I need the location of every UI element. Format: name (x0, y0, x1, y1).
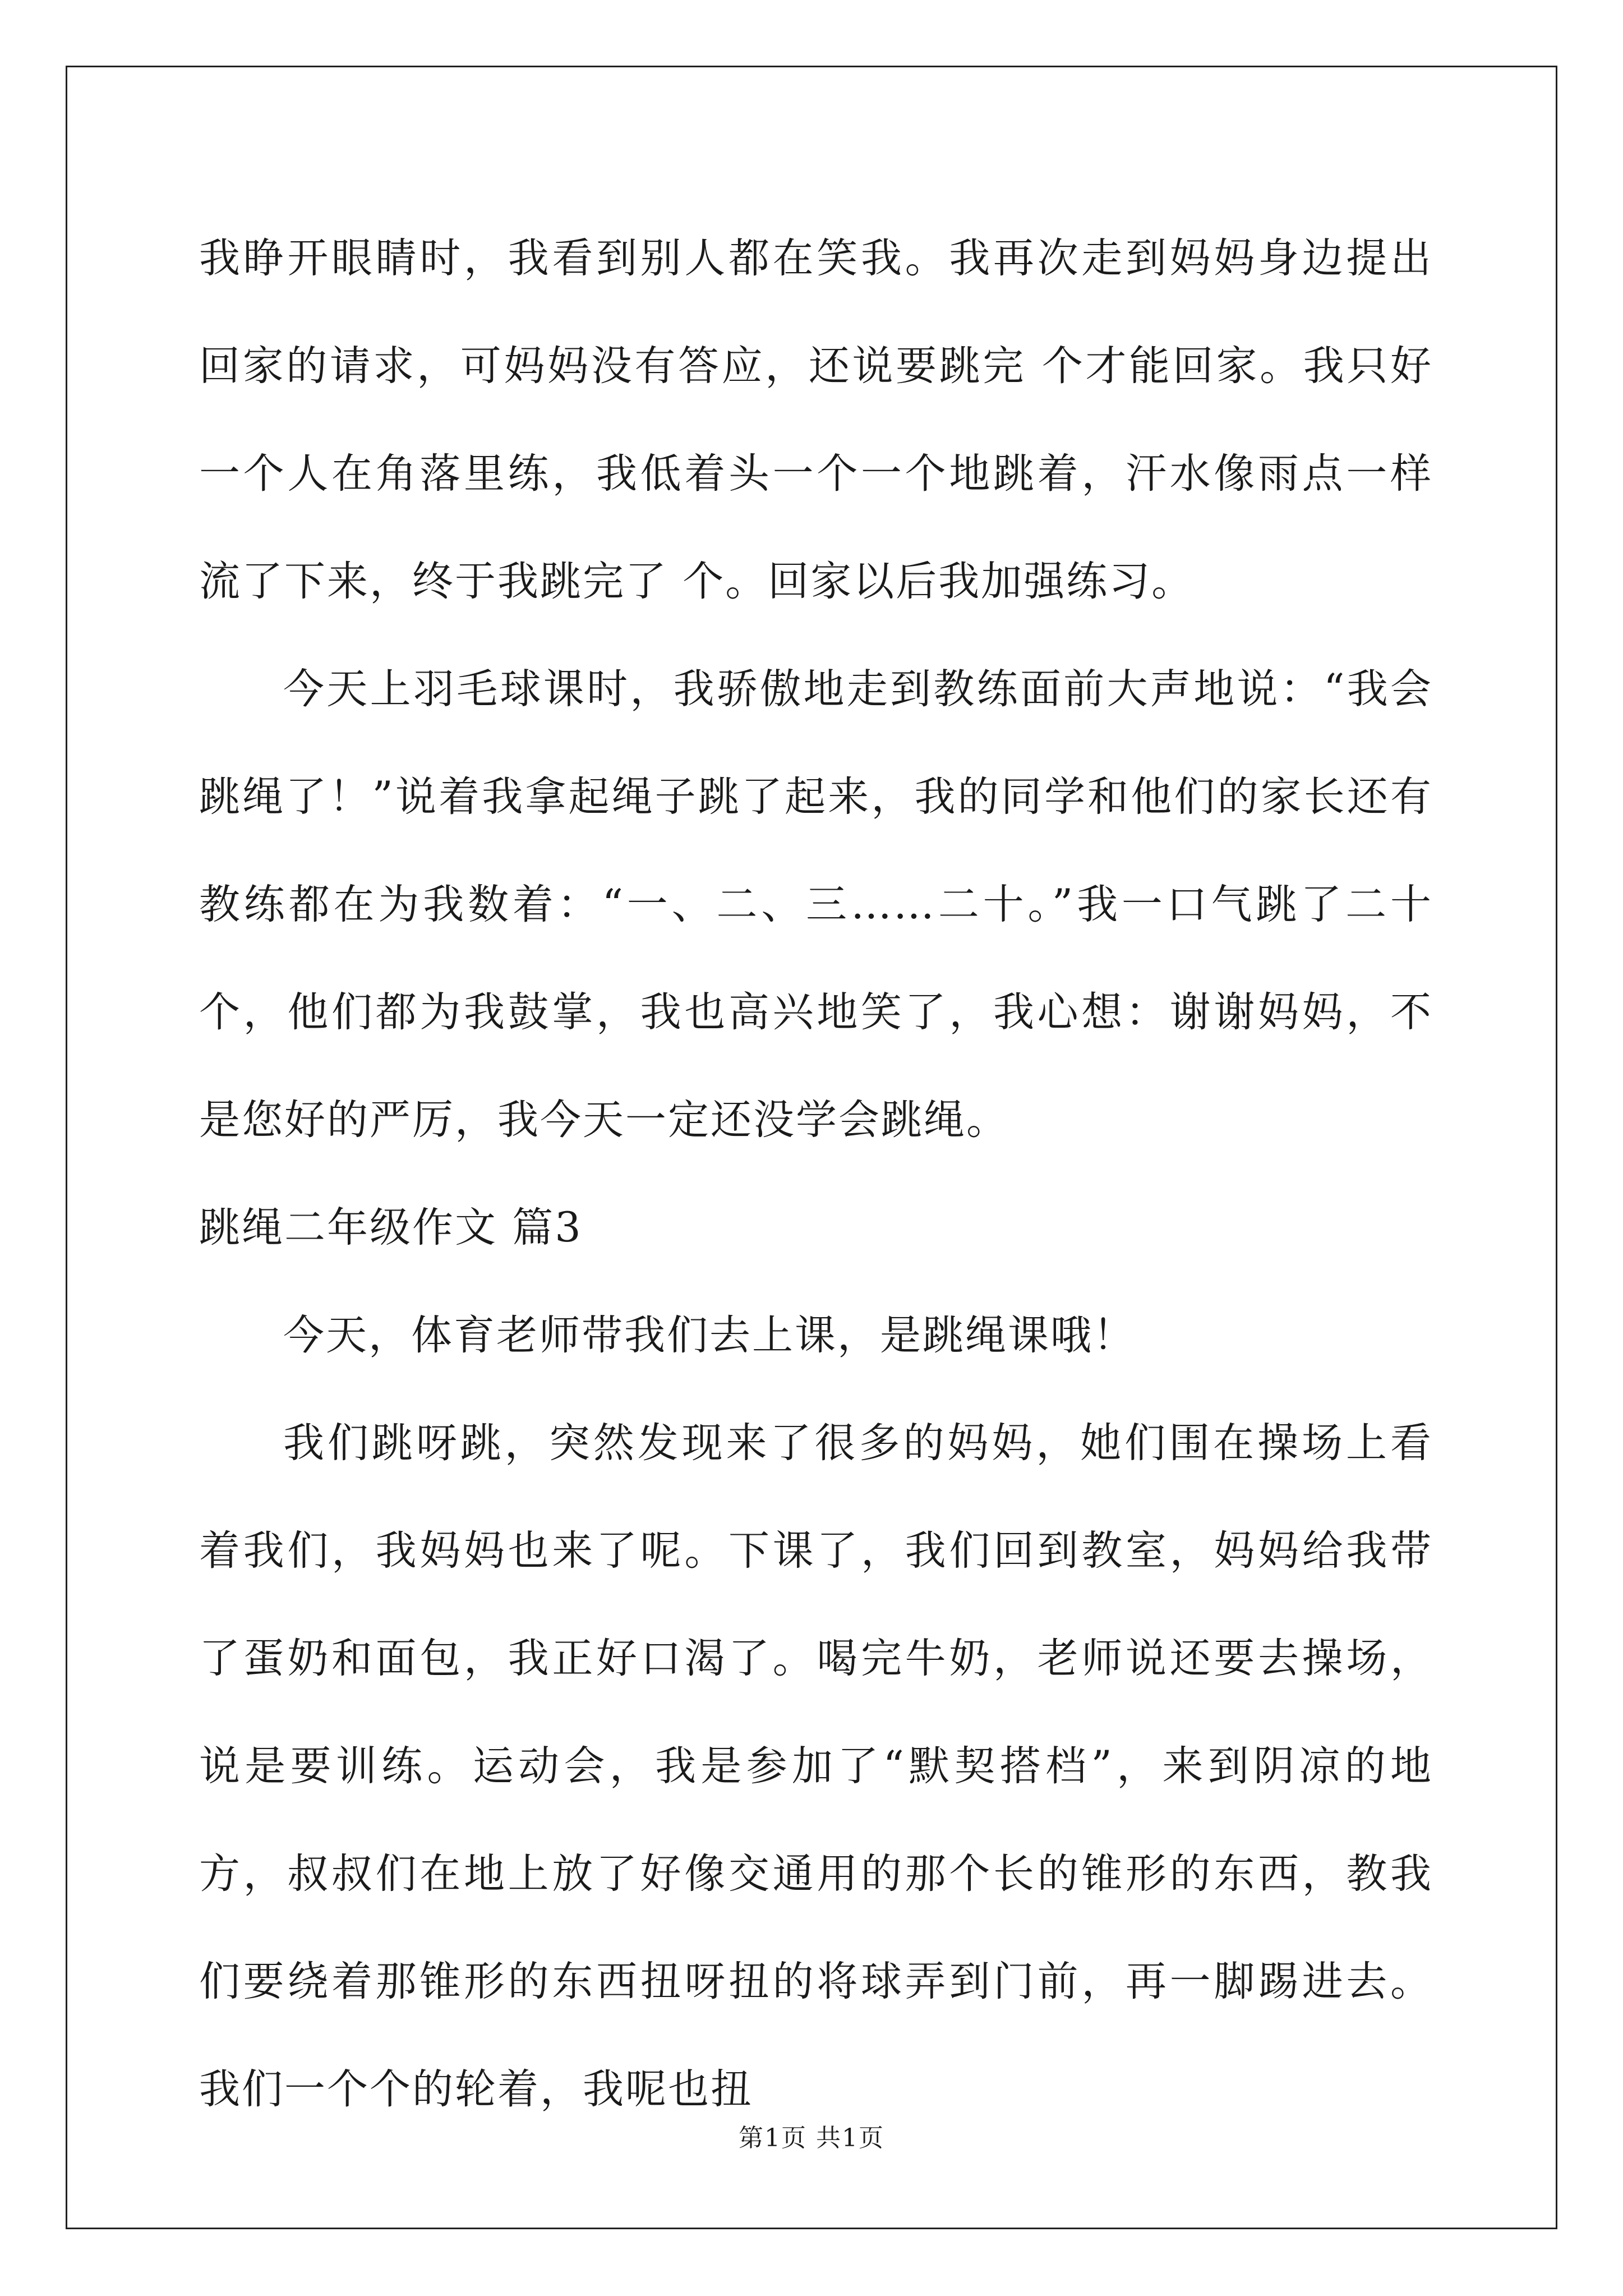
document-body (199, 205, 1433, 2143)
paragraph-intro: 今天，体育老师带我们去上课，是跳绳课哦！ (283, 1312, 1136, 1359)
paragraph-continuation: 我睁开眼睛时，我看到别人都在笑我。我再次走到妈妈身边提出回家的请求，可妈妈没有答应，还说要跳完 个才能回家。我只好一个人在角落里练，我低着头一个一个地跳着，汗水像雨点一样流了下来，终于我跳完了 个。回家以后我加强练习。 (199, 234, 1433, 605)
paragraph-badminton-class: 今天上羽毛球课时，我骄傲地走到教练面前大声地说：“我会跳绳了！”说着我拿起绳子跳了起来，我的同学和他们的家长还有教练都在为我数着：“一、二、三……二十。”我一口气跳了二十个，他们都为我鼓掌，我也高兴地笑了，我心想：谢谢妈妈，不是您好的严厉，我今天一定还没学会跳绳。 (199, 665, 1433, 1144)
paragraph-sports-day: 我们跳呀跳，突然发现来了很多的妈妈，她们围在操场上看着我们，我妈妈也来了呢。下课了，我们回到教室，妈妈给我带了蛋奶和面包，我正好口渴了。喝完牛奶，老师说还要去操场，说是要训练。运动会，我是参加了“默契搭档”，来到阴凉的地方，叔叔们在地上放了好像交通用的那个长的锥形的东西，教我们要绕着那锥形的东西扭呀扭的将球弄到门前，再一脚踢进去。我们一个个的轮着，我呢也扭 (199, 1419, 1433, 2113)
section-heading: 跳绳二年级作文 篇3 (199, 1204, 583, 1251)
page-footer: 第1页 共1页 (739, 2124, 884, 2152)
